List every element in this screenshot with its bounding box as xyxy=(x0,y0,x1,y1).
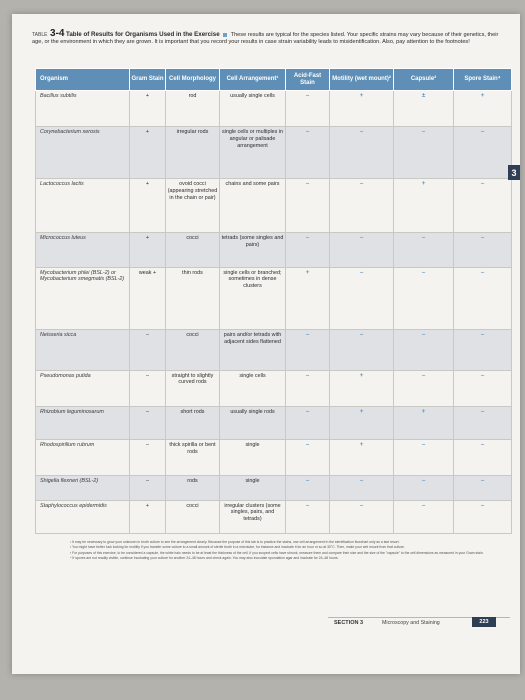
table-number: 3-4 xyxy=(50,28,65,39)
column-header: Spore Stain⁴ xyxy=(454,69,512,91)
column-header: Gram Stain xyxy=(130,69,166,91)
result-cell: + xyxy=(330,370,394,406)
result-cell: – xyxy=(286,91,330,127)
result-cell: – xyxy=(454,330,512,371)
organism-cell: Bacillus subtilis xyxy=(36,91,130,127)
result-cell: – xyxy=(454,407,512,440)
page-number: 223 xyxy=(472,617,496,627)
column-header: Organism xyxy=(36,69,130,91)
result-cell: – xyxy=(454,475,512,500)
result-cell: – xyxy=(286,370,330,406)
table-body xyxy=(36,91,512,534)
result-cell: – xyxy=(330,179,394,233)
results-table xyxy=(35,68,512,534)
textbook-page xyxy=(12,14,520,674)
footnote: ⁴ If spores are not readily visible, continue incubating your culture for another 24–48 hours and check again. You may also inoculate sporulation agar and incubate for 24–48 hours. xyxy=(70,556,339,561)
result-cell: – xyxy=(330,127,394,179)
result-cell: rods xyxy=(166,475,220,500)
organism-cell: Rhodospirillum rubrum xyxy=(36,440,130,475)
footnote: ² You might have better luck looking for motility if you transfer some culture to a small amount of sterile broth in a microtube, for instance and incubate it for an hour or so at 30°C. Then, make your wet mount from that culture. xyxy=(70,545,405,550)
result-cell: – xyxy=(130,440,166,475)
organism-cell: Shigella flexneri (BSL-2) xyxy=(36,475,130,500)
result-cell: cocci xyxy=(166,233,220,267)
table-caption-text: These results are typical for the species listed. Your specific strains may vary because of their genetics, their age, or the environment in which they are grown. It is important that you record your results in case strain variability leads to misidentification. Also, pay attention to the footnotes! xyxy=(32,32,499,46)
table-row xyxy=(36,407,512,440)
result-cell: – xyxy=(286,407,330,440)
table-row xyxy=(36,179,512,233)
result-cell: + xyxy=(330,440,394,475)
table-row xyxy=(36,127,512,179)
result-cell: + xyxy=(286,267,330,329)
result-cell: – xyxy=(454,440,512,475)
table-row xyxy=(36,233,512,267)
result-cell: – xyxy=(394,500,454,533)
column-header: Cell Arrangement¹ xyxy=(220,69,286,91)
result-cell: + xyxy=(130,91,166,127)
column-header: Cell Morphology xyxy=(166,69,220,91)
result-cell: – xyxy=(286,330,330,371)
result-cell: single cells xyxy=(220,370,286,406)
table-header-row xyxy=(36,69,512,91)
result-cell: – xyxy=(394,370,454,406)
result-cell: usually single rods xyxy=(220,407,286,440)
organism-cell: Corynebacterium xerosis xyxy=(36,127,130,179)
table-row xyxy=(36,91,512,127)
organism-cell: Pseudomonas putida xyxy=(36,370,130,406)
column-header: Acid-Fast Stain xyxy=(286,69,330,91)
table-row xyxy=(36,267,512,329)
result-cell: – xyxy=(330,267,394,329)
result-cell: – xyxy=(130,475,166,500)
result-cell: – xyxy=(454,500,512,533)
result-cell: irregular rods xyxy=(166,127,220,179)
result-cell: + xyxy=(130,127,166,179)
result-cell: single cells or branched; sometimes in dense clusters xyxy=(220,267,286,329)
result-cell: + xyxy=(330,407,394,440)
result-cell: – xyxy=(330,500,394,533)
result-cell: straight to slightly curved rods xyxy=(166,370,220,406)
result-cell: cocci xyxy=(166,330,220,371)
result-cell: – xyxy=(454,127,512,179)
result-cell: tetrads (some singles and pairs) xyxy=(220,233,286,267)
result-cell: – xyxy=(286,440,330,475)
result-cell: – xyxy=(454,267,512,329)
result-cell: – xyxy=(394,267,454,329)
result-cell: – xyxy=(394,127,454,179)
result-cell: thick spirilla or bent rods xyxy=(166,440,220,475)
result-cell: – xyxy=(394,330,454,371)
result-cell: – xyxy=(130,330,166,371)
table-title: Table of Results for Organisms Used in the Exercise xyxy=(66,31,220,38)
footer-section: SECTION 3 xyxy=(334,620,364,626)
result-cell: – xyxy=(330,330,394,371)
result-cell: ± xyxy=(394,91,454,127)
result-cell: short rods xyxy=(166,407,220,440)
result-cell: + xyxy=(394,179,454,233)
result-cell: ovoid cocci (appearing stretched in the chain or pair) xyxy=(166,179,220,233)
footnote: ¹ It may be necessary to grow your unknown in broth culture to see the arrangement clearly. Because the purpose of this lab is to practice the stains, use cell arrangement in the identification flowchart only as a last resort. xyxy=(70,540,400,544)
result-cell: – xyxy=(330,475,394,500)
result-cell: – xyxy=(130,407,166,440)
result-cell: – xyxy=(454,370,512,406)
result-cell: – xyxy=(286,475,330,500)
result-cell: – xyxy=(286,179,330,233)
organism-cell: Neisseria sicca xyxy=(36,330,130,371)
result-cell: + xyxy=(130,179,166,233)
table-label: TABLE xyxy=(32,32,48,38)
column-header: Motility (wet mount)² xyxy=(330,69,394,91)
result-cell: – xyxy=(286,127,330,179)
result-cell: – xyxy=(394,475,454,500)
section-tab: 3 xyxy=(508,165,520,180)
result-cell: rod xyxy=(166,91,220,127)
result-cell: – xyxy=(130,370,166,406)
table-caption xyxy=(32,30,502,47)
footnotes xyxy=(70,540,508,562)
result-cell: irregular clusters (some singles, pairs, and tetrads) xyxy=(220,500,286,533)
result-cell: single cells or multiples in angular or palisade arrangement xyxy=(220,127,286,179)
result-cell: single xyxy=(220,475,286,500)
result-cell: – xyxy=(286,500,330,533)
table-row xyxy=(36,330,512,371)
result-cell: thin rods xyxy=(166,267,220,329)
footer-title: Microscopy and Staining xyxy=(382,620,440,626)
result-cell: single xyxy=(220,440,286,475)
result-cell: – xyxy=(454,179,512,233)
organism-cell: Micrococcus luteus xyxy=(36,233,130,267)
table-row xyxy=(36,370,512,406)
table-row xyxy=(36,500,512,533)
column-header: Capsule³ xyxy=(394,69,454,91)
result-cell: cocci xyxy=(166,500,220,533)
result-cell: – xyxy=(330,233,394,267)
result-cell: – xyxy=(454,233,512,267)
result-cell: chains and some pairs xyxy=(220,179,286,233)
organism-cell: Mycobacterium phlei (BSL-2) or Mycobacterium smegmatis (BSL-2) xyxy=(36,267,130,329)
result-cell: + xyxy=(130,500,166,533)
result-cell: pairs and/or tetrads with adjacent sides flattened xyxy=(220,330,286,371)
result-cell: – xyxy=(394,233,454,267)
organism-cell: Rhizobium leguminosarum xyxy=(36,407,130,440)
result-cell: + xyxy=(330,91,394,127)
result-cell: – xyxy=(394,440,454,475)
result-cell: + xyxy=(454,91,512,127)
result-cell: + xyxy=(394,407,454,440)
result-cell: – xyxy=(286,233,330,267)
result-cell: weak + xyxy=(130,267,166,329)
organism-cell: Lactococcus lactis xyxy=(36,179,130,233)
result-cell: usually single cells xyxy=(220,91,286,127)
square-bullet-icon xyxy=(223,33,227,37)
result-cell: + xyxy=(130,233,166,267)
table-row xyxy=(36,440,512,475)
organism-cell: Staphylococcus epidermidis xyxy=(36,500,130,533)
table-row xyxy=(36,475,512,500)
footnote: ³ For purposes of this exercise, to be considered a capsule, the white halo needs to be at least the thickness of the cell. If you suspect cells have shrunk, measure them and compare their size and the size of the "capsule" to the cell dimensions as measured in your Gram stain. xyxy=(70,550,484,555)
